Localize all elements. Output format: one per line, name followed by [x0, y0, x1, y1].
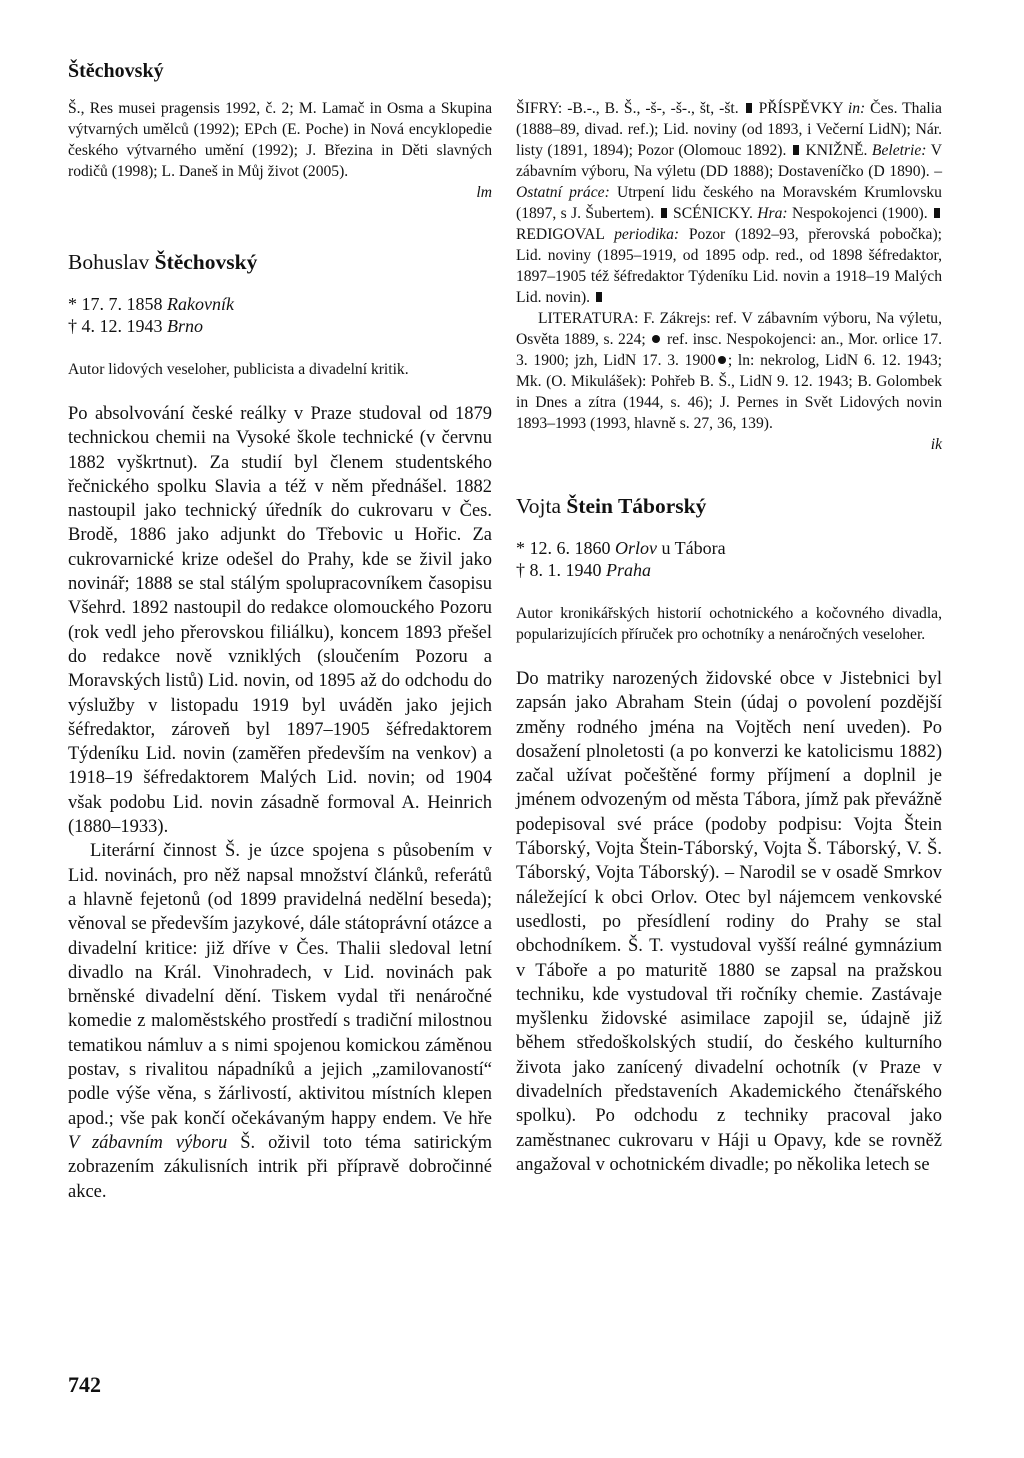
page-number: 742 — [68, 1372, 101, 1397]
entry-surname: Štěchovský — [154, 250, 258, 274]
entry-heading — [516, 494, 942, 519]
entry-dates — [68, 293, 492, 337]
death-date: † 4. 12. 1943 — [68, 316, 163, 336]
entry-body — [68, 402, 492, 1204]
death-place: Brno — [167, 316, 203, 336]
entry-heading — [68, 250, 492, 275]
author-initials: lm — [476, 184, 492, 201]
right-column — [516, 98, 942, 1177]
author-initials: ik — [930, 436, 942, 453]
birth-date: * 12. 6. 1860 — [516, 538, 611, 558]
entry-first-name: Vojta — [516, 494, 561, 518]
running-head: Štěchovský — [68, 60, 164, 82]
birth-place: Orlov — [615, 538, 657, 558]
birth-place: Rakovník — [167, 294, 234, 314]
entry-body — [516, 667, 942, 1177]
body-paragraph: Literární činnost Š. je úzce spojena s působením v Lid. novinách, pro něž napsal množství článků, referátů a hlavně fejetonů (od 1899 pravidelná nedělní beseda); věnoval se především jazykové, dále státoprávní otázce a divadelní kritice: již dříve v Čes. Thalii sledoval letní divadlo na Král. Vinohradech, v Lid. novinách pak brněnské divadelní dění. Tiskem vydal tři nenáročné komedie z maloměstského prostředí s tradiční milostnou tematikou námluv a s nimi spojenou komickou záměnou postav, s rivalitou nápadníků a jejich „zamilovaností“ podle výše věna, s žárlivostí, aktivitou místních klepen apod.; vše pak končí očekávaným happy endem. Ve hře V zábavním výboru Š. oživil toto téma satirickým zobrazením zákulisních intrik při přípravě dobročinné akce. — [68, 841, 493, 1202]
references-continued: Š., Res musei pragensis 1992, č. 2; M. Lamač in Osma a Skupina výtvarných umělců (1992); EPch (E. Poche) in Nová encyklopedie českého výtvarného umění (1992); J. Březina in Děti slavných rodičů (1998); L. Daneš in Můj život (2005). — [68, 100, 492, 180]
body-paragraph: Do matriky narozených židovské obce v Jistebnici byl zapsán jako Abraham Stein (údaj o povolení pozdější změny rodného jména na Vojtěch není uveden). Po dosažení plnoletosti (a po konverzi ke katolicismu 1882) začal užívat počeštěné formy příjmení a doplnil je jménem odvozeným od města Tábora, jímž pak převážně podepisoval své práce (podoby podpisu: Vojta Štein Táborský, Vojta Štein-Táborský, Vojta Š. Táborský, V. Š. Táborský, Vojta Táborský). – Narodil se v osadě Smrkov náležející k obci Orlov. Otec byl nájemcem venkovské usedlosti, po přesídlení rodiny do Prahy se stal obchodníkem. Š. T. vystudoval vyšší reálné gymnázium v Táboře a po maturitě 1880 se zapsal na pražskou techniku, kde vystudoval tři ročníky chemie. Zastávaje myšlenku židovské asimilace zapojil se, údajně již během středoškolských studií, do českého kulturního života jako zanícený divadelní ochotník (v Praze v divadelních představeních Akademického čtenářského spolku). Po odchodu z techniky pracoval jako zaměstnanec cukrovaru v Háji u Opavy, kde se rovněž angažoval v ochotnickém divadle; po několika letech se — [516, 669, 942, 1175]
death-date: † 8. 1. 1940 — [516, 560, 602, 580]
section-marker-icon — [746, 103, 752, 113]
bullet-icon — [718, 356, 726, 364]
entry-lead: Autor kronikářských historií ochotnického a kočovného divadla, popularizujících příruček pro ochotníky a nenáročných veseloher. — [516, 605, 942, 643]
bibliography: ŠIFRY: -B.-., B. Š., -š-, -š-., št, -št. PŘÍSPĚVKY in: Čes. Thalia (1888–89, divad. ref.); Lid. noviny (od 1893, i Večerní LidN); Nár. listy (1891, 1894); Pozor (Olomouc 1892). KNIŽNĚ. Beletrie: V zábavním výboru, Na výletu (DD 1888); Dostaveníčko (D 1890). – Ostatní práce: Utrpení lidu českého na Moravském Krumlovsku (1897, s J. Šubertem). SCÉNICKY. Hra: Nespokojenci (1900). REDIGOVAL periodika: Pozor (1892–93, přerovská pobočka); Lid. noviny (1895–1919, od 1895 odp. red., od 1898 šéfredaktor, 1897–1905 též šéfredaktor Týdeníku Lid. novin a 1918–19 Malých Lid. novin). — [516, 100, 942, 306]
entry-lead: Autor lidových veseloher, publicista a divadelní kritik. — [68, 361, 409, 378]
literature: LITERATURA: F. Zákrejs: ref. V zábavním výboru, Na výletu, Osvěta 1889, s. 224; ref. insc. Nespokojenci: an., Mor. orlice 17. 3. 1900; jzh, LidN 17. 3. 1900 ; ln: nekrolog, LidN 6. 12. 1943; Mk. (O. Mikulášek): Pohřeb B. Š., LidN 9. 12. 1943; B. Golombek in Dnes a zítra (1944, s. 46); J. Pernes in Svět Lidových novin 1893–1993 (1993, hlavně s. 27, 36, 139). — [516, 310, 943, 432]
entry-surname: Štein Táborský — [566, 494, 707, 518]
bullet-icon — [652, 335, 660, 343]
entry-dates: * 12. 6. 1860 Orlov u Tábora † 8. 1. 1940 Praha — [516, 538, 726, 580]
left-column — [68, 98, 492, 1204]
death-place: Praha — [606, 560, 651, 580]
birth-date: * 17. 7. 1858 — [68, 294, 163, 314]
section-marker-icon — [596, 292, 602, 302]
section-marker-icon — [661, 208, 667, 218]
entry-first-name: Bohuslav — [68, 250, 150, 274]
body-paragraph: Po absolvování české reálky v Praze studoval od 1879 technickou chemii na Vysoké škole technické (v červnu 1882 vyškrtnut). Za studií byl členem studentského řečnického spolku Slavia a též v něm přednášel. 1882 nastoupil jako technický úředník do cukrovaru v Čes. Brodě, 1886 jako adjunkt do Třebovic u Hořic. Za cukrovarnické krize odešel do Prahy, kde se živil jako novinář; 1888 se stal stálým spolupracovníkem časopisu Všehrd. 1892 nastoupil do redakce olomouckého Pozoru (rok vedl jeho přerovskou filiálku), koncem 1893 přešel do redakce nově vzniklých (sloučením Pozoru a Moravských listů) Lid. novin, od 1895 až do odchodu do výslužby v listopadu 1919 byl uváděn jako jejich šéfredaktor, zároveň byl 1897–1905 šéfredaktorem Týdeníku Lid. novin (zaměřen především na venkov) a 1918–19 šéfredaktorem Malých Lid. novin; od 1904 však podobu Lid. novin zásadně formoval A. Heinrich (1880–1933). — [68, 404, 492, 838]
sifry: ŠIFRY: -B.-., B. Š., -š-, -š-., št, -št. — [516, 100, 739, 117]
work-title: V zábavním výboru — [68, 1132, 228, 1153]
section-marker-icon — [793, 145, 799, 155]
section-marker-icon — [934, 208, 940, 218]
